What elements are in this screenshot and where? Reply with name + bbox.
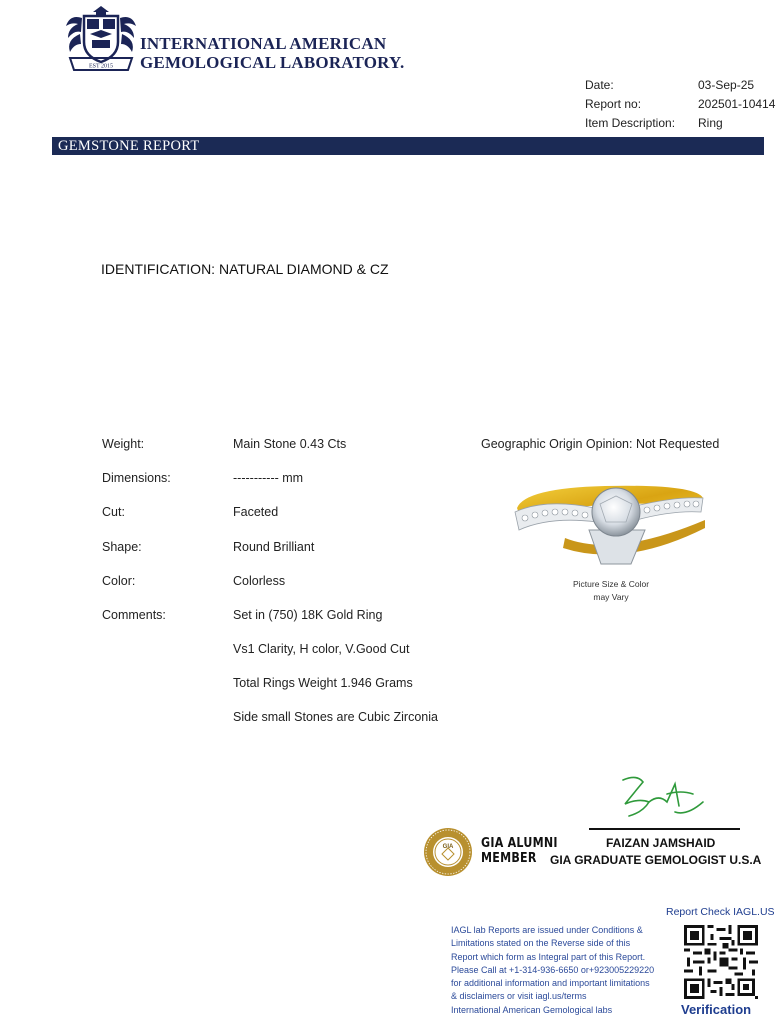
shape-value: Round Brilliant — [233, 540, 315, 554]
origin-opinion: Geographic Origin Opinion: Not Requested — [481, 437, 720, 451]
lab-name — [140, 34, 404, 72]
ring-photo — [505, 468, 715, 578]
date-value: 03-Sep-25 — [698, 78, 755, 92]
dimensions-label: Dimensions: — [102, 471, 171, 485]
report-no-value: 202501-10414 — [698, 97, 776, 111]
comments-label: Comments: — [102, 608, 166, 622]
identification: IDENTIFICATION: NATURAL DIAMOND & CZ — [101, 261, 389, 277]
meta-labels — [585, 76, 675, 133]
image-caption-line1: Picture Size & Color — [572, 579, 650, 589]
disclaimer-line: Limitations stated on the Reverse side of this — [451, 938, 631, 949]
verification-qr-code[interactable] — [684, 925, 758, 999]
disclaimer-line: Report which form as Integral part of this Report. — [451, 951, 646, 962]
disclaimer — [451, 924, 677, 1017]
disclaimer-line: & disclaimers or visit iagl.us/terms — [451, 991, 587, 1002]
cut-label: Cut: — [102, 505, 125, 519]
weight-value: Main Stone 0.43 Cts — [233, 437, 347, 451]
image-caption-line2: may Vary — [593, 592, 629, 602]
disclaimer-line: for additional information and important limitations — [451, 978, 650, 989]
dimensions-value: ----------- mm — [233, 471, 304, 485]
item-description-value: Ring — [698, 116, 723, 130]
gia-alumni-text — [481, 836, 558, 866]
weight-label: Weight: — [102, 437, 145, 451]
disclaimer-line: Please Call at +1-314-936-6650 or+923005229220 — [451, 964, 655, 975]
gia-seal-text: GIA — [442, 844, 454, 850]
disclaimer-line: International American Gemological labs — [451, 1004, 613, 1015]
image-caption — [556, 578, 666, 604]
comment-side-stones: Side small Stones are Cubic Zirconia — [233, 710, 438, 724]
shape-label: Shape: — [102, 540, 142, 554]
gia-line2: MEMBER — [481, 850, 537, 866]
lab-name-line1: INTERNATIONAL AMERICAN — [140, 34, 387, 53]
report-no-label: Report no: — [585, 97, 642, 111]
report-check-link[interactable]: Report Check IAGL.US — [666, 906, 775, 918]
cut-value: Faceted — [233, 505, 279, 519]
verification-label[interactable]: Verification — [681, 1002, 752, 1017]
disclaimer-line: IAGL lab Reports are issued under Conditions & — [451, 925, 643, 935]
comment-total-weight: Total Rings Weight 1.946 Grams — [233, 676, 413, 690]
report-title: GEMSTONE REPORT — [58, 138, 200, 154]
comments-value: Set in (750) 18K Gold Ring — [233, 608, 383, 622]
crest-est-text: EST 2015 — [88, 63, 114, 70]
lab-name-line2: GEMOLOGICAL LABORATORY. — [140, 53, 405, 72]
gia-alumni-seal — [422, 826, 474, 878]
signatory-title: GIA GRADUATE GEMOLOGIST U.S.A — [550, 853, 762, 867]
handwritten-signature — [615, 772, 710, 822]
gia-line1: GIA ALUMNI — [481, 835, 558, 851]
signatory-name: FAIZAN JAMSHAID — [606, 836, 716, 850]
item-description-label: Item Description: — [585, 116, 676, 130]
color-label: Color: — [102, 574, 136, 588]
lab-crest-logo — [62, 4, 140, 72]
meta-values — [698, 76, 775, 133]
signature-line — [589, 828, 740, 830]
date-label: Date: — [585, 78, 614, 92]
comment-clarity: Vs1 Clarity, H color, V.Good Cut — [233, 642, 410, 656]
color-value: Colorless — [233, 574, 286, 588]
